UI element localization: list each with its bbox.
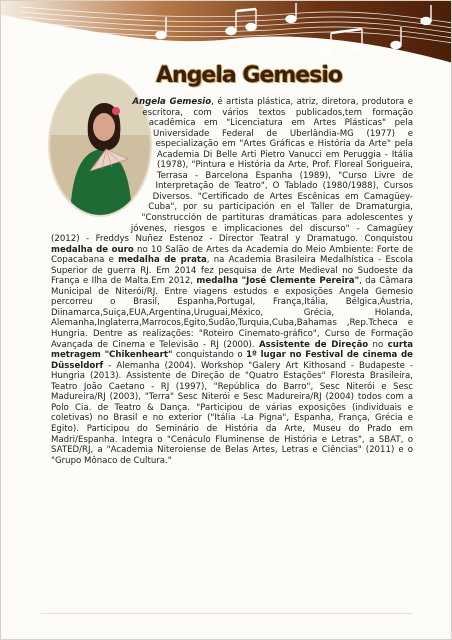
author-name: Angela Gemesio (132, 97, 212, 107)
bio-segment: no (368, 339, 388, 350)
bio-segment: , é artista plástica, atriz, diretora, produtora e escritora, com vários textos publicados,tem formação acadêmica em "Licenciatura em Artes Plásticas" pela Universidade Federal de Uberlândia-MG (1977) e especialização em "Artes Gráficas e História da Arte" pela Academia Di Belle Arti Pietro Vanucci em Peruggia - Itália (1978), "Pintura e História da Arte, Prof. Floreal Sorigueira, Terrasa - Barcelona Espanha (1989), "Curso Livre de Interpretação de Teatro", O Tablado (1980/1988), Cursos Diversos. "Certificado de Artes Escênicas em Camagüey-Cuba", por su participación en el Taller de Dramaturgia, "Construcción de partituras dramáticas para adolescentes y jóvenes, riesgos e implicaciones del discurso" - Camagüey (2012) - Freddys Nuñez Estenoz - Director Teatral y Dramatugo. Conquistou (51, 97, 413, 245)
biography-text (51, 97, 413, 466)
bio-segment: - Alemanha (2004). Workshop "Galery Art Kithosand - Budapeste - Hungria (2013). Assistente de Direção de "Quatro Estações" Floresta Brasileira, Teatro João Caetano - RJ (1997), "República do Barro", Sesc Niterói e Sesc Madureira/RJ (2003), "Terra" Sesc Niterói e Sesc Madureira/RJ (2004) todos com a Polo Cia. de Teatro & Dança. "Participou de várias exposições (individuais e coletivas) no Brasil e no exterior ("Itália -La Pigna", Espanha, França, Grécia e Egito). Participou do Seminário de História da Arte, Museu do Prado em Madri/Espanha. Integra o "Cenáculo Fluminense de História e Letras", a SBAT, o SATED/RJ, a "Academia Niteroiense de Belas Artes, Letras e Ciências" (2011) e o "Grupo Mônaco de Cultura." (51, 360, 413, 466)
bio-highlight-gold-medal: medalha de ouro (51, 244, 134, 255)
bio-highlight-festival: 1º lugar no Festival de cinema de Düsseldorf (51, 350, 414, 371)
bio-highlight-silver-medal: medalha de prata (118, 255, 207, 266)
bio-highlight-medal-jose: medalha "José Clemente Pereira" (196, 276, 360, 287)
bio-segment: , na Academia Brasileira Medalhística - Escola Superior de guerra RJ. Em 2014 fez pesquisa de Arte Medieval no Sudoeste da França e Ilha de Malta.Em 2012, (51, 255, 413, 287)
bio-segment: , da Câmara Municipal de Niterói/RJ. Entre viagens estudos e exposições Angela Gemesio percorreu o Brasil, Espanha,Portugal, França,Itália, Bélgica,Áustria, Diinamarca,Suiça,EUA,Argentina,Uruguai,México, Grécia, Holanda, Alemanha,Inglaterra,Marrocos,Egito,Sudão,Turquia,Cuba,Bahamas ,Rep.Tcheca e Hungria. Dentre as realizações: "Roteiro Cinemato-gráfico", Curso de Formação Avançada de Cinema e Televisão - RJ (2000). (51, 276, 414, 350)
bio-segment: conquistando o (172, 350, 247, 361)
page-title: Angela Gemesio (156, 63, 342, 88)
divider (41, 613, 413, 614)
bio-highlight-assistant-director: Assistente de Direção (258, 339, 369, 350)
bio-highlight-short-film: curta metragem "Chikenheart" (51, 339, 414, 361)
bio-segment: no 10 Salão de Artes da Academia do Meio Ambiente: Forte de Copacabana e (51, 244, 413, 266)
